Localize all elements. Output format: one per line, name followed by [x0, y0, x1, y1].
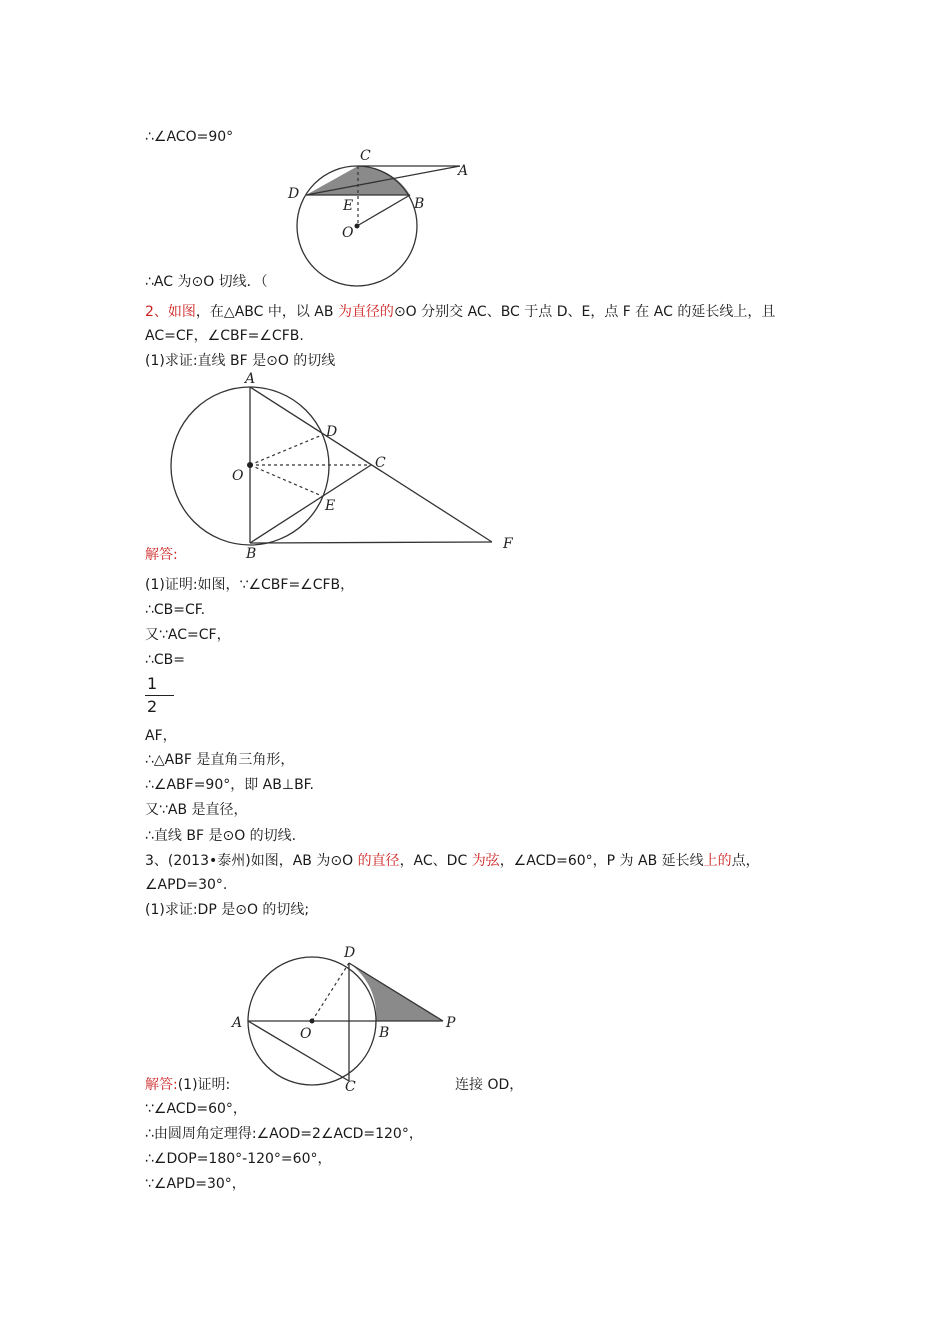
label-D: D	[326, 424, 338, 440]
fraction	[145, 674, 175, 720]
text-line: ∴△ABF 是直角三角形，	[145, 752, 295, 768]
text-line: 又∵AB 是直径，	[145, 802, 248, 818]
label-P: P	[446, 1015, 456, 1031]
text-line: (1)求证:直线 BF 是⊙O 的切线	[145, 353, 336, 369]
text-line: ∴∠ABF=90°，即 AB⊥BF.	[145, 777, 314, 793]
text-line: AC=CF，∠CBF=∠CFB.	[145, 328, 304, 344]
text-line: 又∵AC=CF，	[145, 627, 231, 643]
text-line: ∴CB=	[145, 652, 186, 668]
text-line: ∵∠ACD=60°，	[145, 1101, 247, 1117]
text-line: ∴∠ACO=90°	[145, 129, 234, 145]
label-F: F	[503, 536, 513, 552]
label-A: A	[245, 371, 256, 387]
label-B: B	[246, 546, 257, 562]
label-E: E	[325, 498, 336, 514]
figure-1	[280, 140, 480, 290]
text-line: ∴AC 为⊙O 切线．（	[145, 274, 268, 290]
link-on[interactable]: 上的	[703, 853, 732, 869]
label-B: B	[414, 196, 425, 212]
label-O: O	[232, 468, 244, 484]
label-O: O	[342, 225, 354, 241]
link-diameter[interactable]: 为直径的	[337, 304, 394, 320]
text-line: (1)求证:DP 是⊙O 的切线;	[145, 902, 310, 918]
line-AC	[248, 1021, 349, 1081]
label-A: A	[232, 1015, 243, 1031]
text-line: ∴CB=CF.	[145, 602, 206, 618]
label-E: E	[343, 198, 354, 214]
text-line: ∴∠DOP=180°-120°=60°，	[145, 1151, 332, 1167]
problem-2-title: 2、如图，在△ABC 中，以 AB 为直径的⊙O 分别交 AC、BC 于点 D、E，点 F 在 AC 的延长线上，且	[145, 304, 776, 320]
problem-3-title: 3、(2013•泰州)如图，AB 为⊙O 的直径，AC、DC 为弦，∠ACD=60°，P 为 AB 延长线上的点，	[145, 853, 760, 869]
label-C: C	[345, 1079, 356, 1095]
answer-text: (1)证明:	[177, 1077, 231, 1093]
answer-label: 解答:	[145, 547, 178, 563]
answer-label: 解答:	[145, 1077, 178, 1093]
text-line: ∠APD=30°.	[145, 877, 228, 893]
label-D: D	[288, 186, 300, 202]
label-O: O	[300, 1026, 312, 1042]
dashed-OD	[312, 963, 349, 1021]
text-line: ∴直线 BF 是⊙O 的切线.	[145, 828, 297, 844]
dashed-OD	[250, 435, 322, 465]
line-BC	[250, 465, 371, 543]
text-line: (1)证明:如图，∵∠CBF=∠CFB，	[145, 577, 355, 593]
text-line: 连接 OD，	[455, 1077, 524, 1093]
link-ru-tu[interactable]: 如图	[167, 304, 196, 320]
center-dot	[355, 224, 360, 229]
label-A: A	[458, 163, 469, 179]
label-C: C	[375, 455, 386, 471]
text-line: AF，	[145, 728, 177, 744]
figure-3	[225, 940, 465, 1095]
line-BF	[250, 542, 492, 543]
fraction-bar	[145, 695, 174, 696]
label-D: D	[344, 945, 356, 961]
text-line: ∵∠APD=30°，	[145, 1176, 246, 1192]
label-B: B	[379, 1025, 390, 1041]
line-OB	[357, 195, 410, 226]
label-C: C	[360, 148, 371, 164]
dashed-OE	[250, 465, 322, 496]
link-diameter[interactable]: 的直径	[357, 853, 400, 869]
center-dot	[247, 462, 253, 468]
fraction-numerator: 1	[147, 674, 158, 693]
fraction-denominator: 2	[147, 697, 158, 716]
center-dot	[310, 1019, 315, 1024]
text-line: ∴由圆周角定理得:∠AOD=2∠ACD=120°，	[145, 1126, 423, 1142]
link-chord[interactable]: 为弦	[471, 853, 500, 869]
figure-2	[170, 365, 530, 565]
answer-line	[145, 1076, 230, 1094]
